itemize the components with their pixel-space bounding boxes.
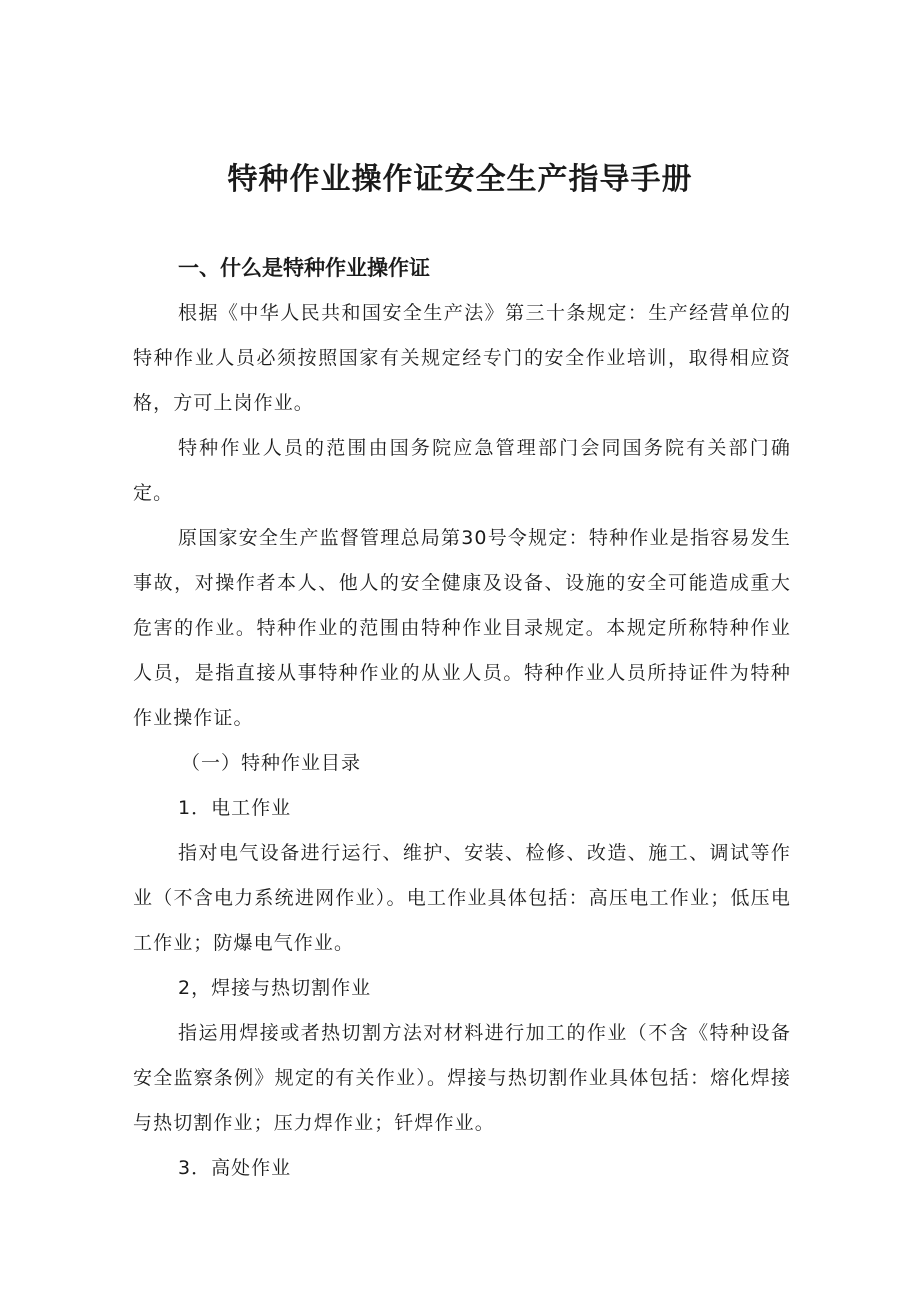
document-body	[133, 245, 791, 1191]
subsection-heading: （一）特种作业目录	[181, 752, 362, 774]
paragraph-order-30: 原国家安全生产监督管理总局第30号令规定：特种作业是指容易发生事故，对操作者本人、他人的安全健康及设备、设施的安全可能造成重大危害的作业。特种作业的范围由特种作业目录规定。本规定所称特种作业人员，是指直接从事特种作业的从业人员。特种作业人员所持证件为特种作业操作证。	[133, 527, 791, 729]
item-heading-welding: 2，焊接与热切割作业	[178, 977, 372, 999]
item-text-welding: 指运用焊接或者热切割方法对材料进行加工的作业（不含《特种设备安全监察条例》规定的有关作业）。焊接与热切割作业具体包括：熔化焊接与热切割作业；压力焊作业；钎焊作业。	[133, 1022, 791, 1134]
paragraph-scope: 特种作业人员的范围由国务院应急管理部门会同国务院有关部门确定。	[133, 437, 791, 504]
item-heading-electrical: 1．电工作业	[178, 797, 292, 819]
section-heading: 一、什么是特种作业操作证	[178, 256, 430, 280]
item-text-electrical: 指对电气设备进行运行、维护、安装、检修、改造、施工、调试等作业（不含电力系统进网作业）。电工作业具体包括：高压电工作业；低压电工作业；防爆电气作业。	[133, 842, 791, 954]
document-title: 特种作业操作证安全生产指导手册	[227, 162, 693, 197]
paragraph-safety-law: 根据《中华人民共和国安全生产法》第三十条规定：生产经营单位的特种作业人员必须按照国家有关规定经专门的安全作业培训，取得相应资格，方可上岗作业。	[133, 302, 791, 414]
item-heading-height-work: 3．高处作业	[178, 1157, 292, 1179]
